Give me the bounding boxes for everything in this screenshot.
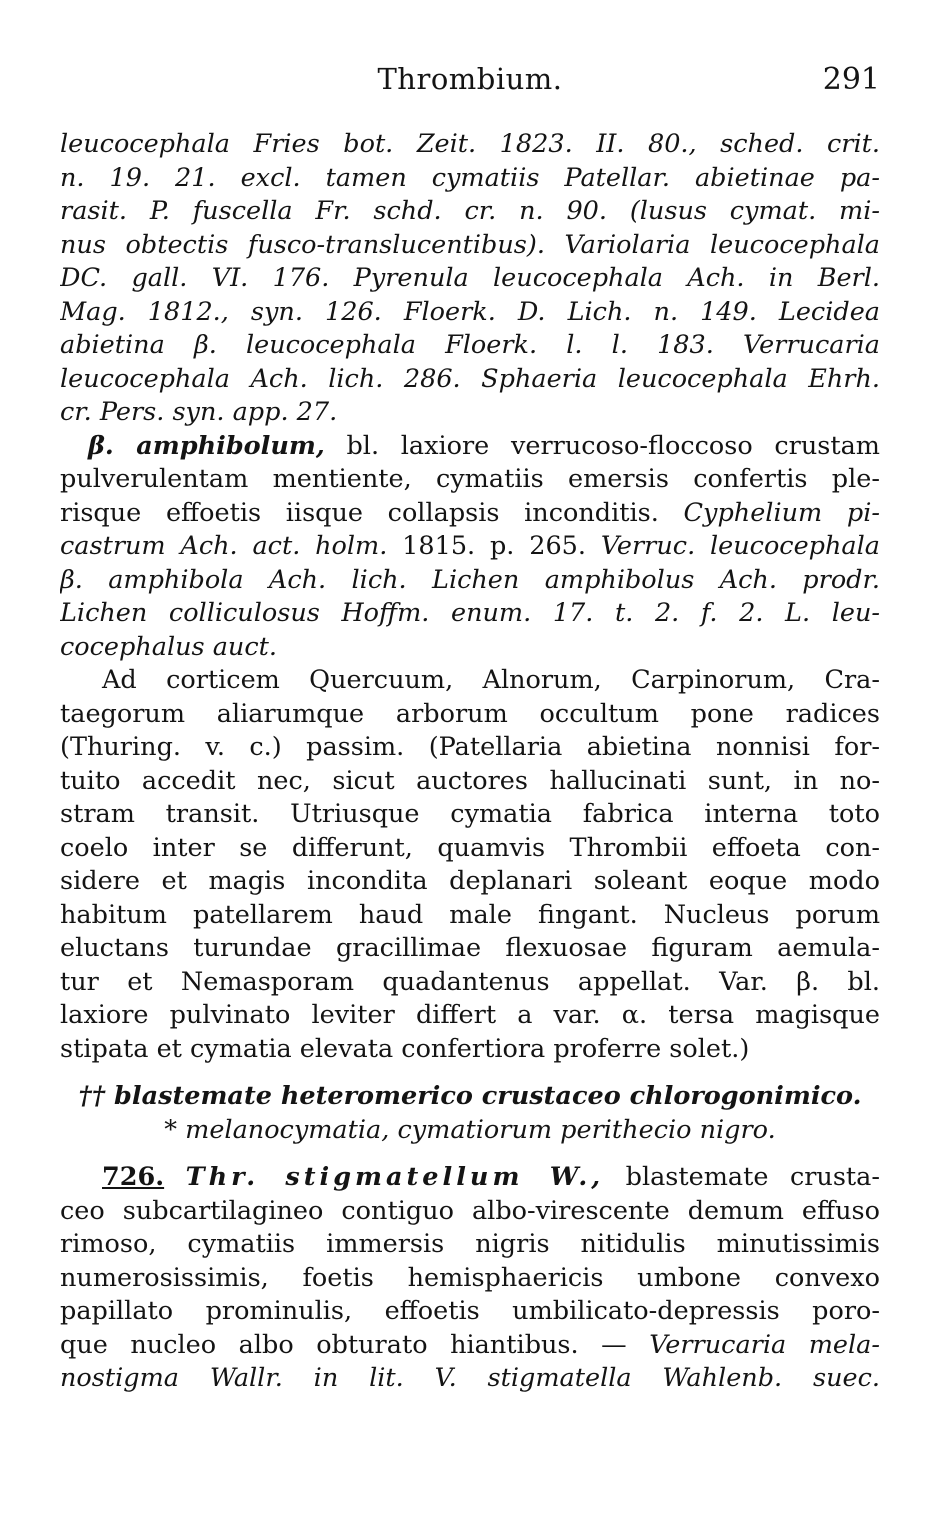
running-title: Thrombium. (377, 62, 563, 96)
text-line (60, 1161, 880, 1195)
body-text (60, 128, 880, 1396)
text-line: cocephalus auct. (60, 631, 277, 662)
text-run: blastemate crusta- (604, 1162, 880, 1192)
text-line: Lichen colliculosus Hoffm. enum. 17. t. 2. f. 2. L. leu- (60, 598, 880, 628)
text-line: pulverulentam mentiente, cymatiis emersis confertis ple- (60, 464, 880, 494)
variety-beta-block (60, 430, 880, 665)
subsection-heading: * melanocymatia, cymatiorum perithecio nigro. (164, 1114, 776, 1145)
species-entry (60, 1161, 880, 1396)
text-line: tur et Nemasporam quadantenus appellat. Var. β. bl. (60, 966, 880, 997)
text-line: stram transit. Utriusque cymatia fabrica interna toto (60, 799, 880, 829)
text-run: Verruc. leucocephala (600, 531, 880, 561)
text-line: habitum patellarem haud male fingant. Nucleus porum (60, 899, 880, 930)
text-run: castrum Ach. act. holm. (60, 531, 388, 561)
text-line: Ad corticem Quercuum, Alnorum, Carpinorum, Cra- (102, 665, 880, 695)
species-name: Thr. stigmatellum W., (185, 1162, 605, 1192)
spacer (60, 1147, 880, 1161)
entry-number: 726. (102, 1162, 165, 1192)
text-line: rimoso, cymatiis immersis nigris nitidulis minutissimis (60, 1229, 880, 1259)
text-line: rasit. P. fuscella Fr. schd. cr. n. 90. (lusus cymat. mi- (60, 196, 880, 226)
text-line: numerosissimis, foetis hemisphaericis umbone convexo (60, 1262, 880, 1293)
page-number: 291 (822, 62, 880, 97)
text-line (60, 530, 880, 564)
spacer (60, 1066, 880, 1080)
text-run: risque effoetis iisque collapsis inconditis. (60, 497, 684, 528)
text-line: cr. Pers. syn. app. 27. (60, 397, 338, 427)
section-headings (60, 1080, 880, 1147)
text-line: Mag. 1812., syn. 126. Floerk. D. Lich. n. 149. Lecidea (60, 296, 880, 327)
text-line: DC. gall. VI. 176. Pyrenula leucocephala Ach. in Berl. (60, 263, 880, 293)
text-line: sidere et magis incondita deplanari soleant eoque modo (60, 866, 880, 896)
text-line: leucocephala Ach. lich. 286. Sphaeria leucocephala Ehrh. (60, 363, 880, 394)
text-line: ceo subcartilagineo contiguo albo-virescente demum effuso (60, 1195, 880, 1226)
text-line: laxiore pulvinato leviter differt a var. α. tersa magisque (60, 1000, 880, 1030)
text-run: Verrucaria mela- (649, 1329, 880, 1360)
commentary-block (60, 664, 880, 1066)
text-line: nostigma Wallr. in lit. V. stigmatella Wahlenb. suec. (60, 1363, 880, 1393)
text-line: stipata et cymatia elevata confertiora proferre solet.) (60, 1033, 750, 1064)
text-line: n. 19. 21. excl. tamen cymatiis Patellar. abietinae pa- (60, 162, 880, 193)
running-header (60, 58, 880, 102)
text-run: Cyphelium pi- (683, 497, 880, 528)
text-line: abietina β. leucocephala Floerk. l. l. 183. Verrucaria (60, 330, 880, 360)
text-line (60, 430, 880, 464)
text-line: (Thuring. v. c.) passim. (Patellaria abietina nonnisi for- (60, 732, 880, 762)
section-heading: †† blastemate heteromerico crustaceo chlorogonimico. (78, 1081, 862, 1111)
text-line (60, 1329, 880, 1363)
text-line: papillato prominulis, effoetis umbilicato-depressis poro- (60, 1296, 880, 1326)
text-line (60, 497, 880, 531)
text-run: 1815. p. 265. (387, 531, 601, 561)
synonymy-block (60, 128, 880, 430)
text-line: eluctans turundae gracillimae flexuosae figuram aemula- (60, 933, 880, 963)
text-line: coelo inter se differunt, quamvis Thrombii effoeta con- (60, 832, 880, 863)
text-line: taegorum aliarumque arborum occultum pone radices (60, 698, 880, 729)
text-line: leucocephala Fries bot. Zeit. 1823. II. 80., sched. crit. (60, 129, 880, 159)
variety-label: β. amphibolum, (88, 430, 325, 461)
text-run: que nucleo albo obturato hiantibus. — (60, 1329, 650, 1360)
text-line: tuito accedit nec, sicut auctores hallucinati sunt, in no- (60, 765, 880, 796)
text-line: β. amphibola Ach. lich. Lichen amphibolus Ach. prodr. (60, 564, 880, 595)
text-run: bl. laxiore verrucoso-floccoso crustam (324, 430, 880, 461)
text-line: nus obtectis fusco-translucentibus). Variolaria leucocephala (60, 229, 880, 260)
